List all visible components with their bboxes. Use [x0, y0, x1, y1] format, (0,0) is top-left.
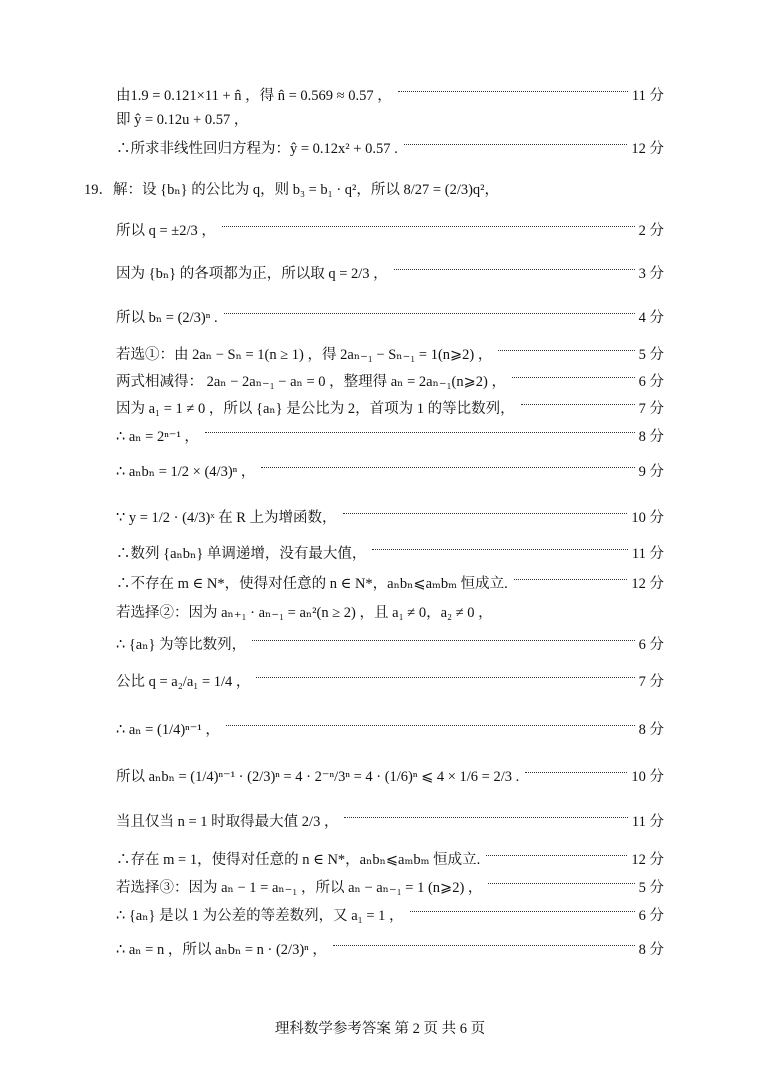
answer-line: [116, 425, 664, 446]
line-text: ∴存在 m = 1，使得对任意的 n ∈ N*，aₙbₙ⩽aₘbₘ 恒成立.: [116, 852, 481, 868]
dot-leader: [512, 377, 635, 378]
dot-leader: [498, 350, 634, 351]
dot-leader: [344, 817, 627, 818]
line-text: 所以 aₙbₙ = (1/4)ⁿ⁻¹ · (2/3)ⁿ = 4 · 2⁻ⁿ/3ⁿ = 4 · (1/6)ⁿ ⩽ 4 × 1/6 = 2/3 .: [116, 769, 520, 785]
line-score: 6 分: [638, 374, 664, 390]
line-text: ∴所求非线性回归方程为：ŷ = 0.12x² + 0.57 .: [116, 141, 398, 157]
dot-leader: [252, 640, 635, 641]
line-text: ∴ aₙ = (1/4)ⁿ⁻¹ ，: [116, 722, 220, 738]
dot-leader: [521, 404, 635, 405]
line-text: 若选择②：因为 aₙ₊₁ · aₙ₋₁ = aₙ²(n ≥ 2) ，且 a₁ ≠ 0，a₂ ≠ 0 ，: [116, 605, 493, 621]
answer-line: [116, 370, 664, 391]
line-score: 8 分: [638, 942, 664, 958]
dot-leader: [404, 144, 628, 145]
line-score: 7 分: [638, 674, 664, 690]
dot-leader: [394, 269, 635, 270]
answer-line: [116, 848, 664, 869]
dot-leader: [410, 911, 635, 912]
line-text: ∴不存在 m ∈ N*，使得对任意的 n ∈ N*，aₙbₙ⩽aₘbₘ 恒成立.: [116, 576, 508, 592]
dot-leader: [486, 855, 627, 856]
answer-line: [116, 765, 664, 786]
question-line: [84, 178, 664, 199]
line-score: 2 分: [638, 223, 664, 239]
answer-line: [116, 343, 664, 364]
answer-line: [116, 542, 664, 563]
page-footer: 理科数学参考答案 第 2 页 共 6 页: [274, 1021, 486, 1037]
answer-line: [116, 601, 664, 622]
line-text: 因为 a₁ = 1 ≠ 0 ，所以 {aₙ} 是公比为 2，首项为 1 的等比数列，: [116, 401, 515, 417]
answer-line: [116, 938, 664, 959]
line-score: 12 分: [631, 852, 664, 868]
line-text: ∴数列 {aₙbₙ} 单调递增，没有最大值，: [116, 546, 367, 562]
line-score: 7 分: [638, 401, 664, 417]
answer-line: [116, 306, 664, 327]
dot-leader: [261, 467, 634, 468]
line-text: ∴ aₙbₙ = 1/2 × (4/3)ⁿ ，: [116, 464, 256, 480]
line-text: 由1.9 = 0.121×11 + n̂ ，得 n̂ = 0.569 ≈ 0.57 ，: [116, 88, 392, 104]
answer-line: [116, 904, 664, 925]
line-score: 10 分: [631, 510, 664, 526]
line-text: ∴ aₙ = 2ⁿ⁻¹ ，: [116, 429, 199, 445]
answer-line: [116, 108, 664, 129]
line-score: 9 分: [638, 464, 664, 480]
line-text: 19．解：设 {bₙ} 的公比为 q，则 b₃ = b₁ · q²，所以 8/27 = (2/3)q²，: [84, 182, 500, 198]
line-text: 若选择③：因为 aₙ − 1 = aₙ₋₁ ，所以 aₙ − aₙ₋₁ = 1 (n⩾2) ，: [116, 880, 483, 896]
answer-line: [116, 572, 664, 593]
answer-line: [116, 718, 664, 739]
answer-line: [116, 506, 664, 527]
answer-line: [116, 460, 664, 481]
line-text: 当且仅当 n = 1 时取得最大值 2/3 ，: [116, 814, 339, 830]
line-score: 6 分: [638, 908, 664, 924]
dot-leader: [226, 725, 635, 726]
line-text: 两式相减得： 2aₙ − 2aₙ₋₁ − aₙ = 0 ，整理得 aₙ = 2aₙ₋₁(n⩾2) ，: [116, 374, 506, 390]
answer-line: [116, 670, 664, 691]
line-score: 12 分: [631, 141, 664, 157]
line-text: ∴ {aₙ} 为等比数列，: [116, 637, 247, 653]
dot-leader: [343, 513, 628, 514]
line-text: 即 ŷ = 0.12u + 0.57 ，: [116, 112, 249, 128]
dot-leader: [525, 772, 627, 773]
answer-line: [116, 810, 664, 831]
line-score: 11 分: [631, 88, 664, 104]
answer-line: [116, 137, 664, 158]
dot-leader: [333, 945, 635, 946]
line-score: 6 分: [638, 637, 664, 653]
line-score: 5 分: [638, 880, 664, 896]
answer-line: [116, 219, 664, 240]
answer-line: [116, 84, 664, 105]
line-text: 若选①：由 2aₙ − Sₙ = 1(n ≥ 1) ，得 2aₙ₋₁ − Sₙ₋₁ = 1(n⩾2) ，: [116, 347, 493, 363]
line-score: 8 分: [638, 429, 664, 445]
line-text: 所以 q = ±2/3 ，: [116, 223, 216, 239]
dot-leader: [256, 677, 634, 678]
dot-leader: [224, 313, 635, 314]
line-text: 所以 bₙ = (2/3)ⁿ .: [116, 310, 218, 326]
line-score: 8 分: [638, 722, 664, 738]
line-score: 11 分: [631, 546, 664, 562]
answer-line: [116, 397, 664, 418]
line-text: 因为 {bₙ} 的各项都为正，所以取 q = 2/3 ，: [116, 266, 388, 282]
line-text: 公比 q = a₂/a₁ = 1/4 ，: [116, 674, 251, 690]
dot-leader: [372, 549, 628, 550]
dot-leader: [488, 883, 634, 884]
answer-line: [116, 262, 664, 283]
line-score: 10 分: [631, 769, 664, 785]
dot-leader: [205, 432, 635, 433]
line-score: 12 分: [631, 576, 664, 592]
dot-leader: [222, 226, 635, 227]
line-text: ∵ y = 1/2 · (4/3)ˣ 在 R 上为增函数，: [116, 510, 337, 526]
line-score: 5 分: [638, 347, 664, 363]
line-score: 3 分: [638, 266, 664, 282]
line-score: 11 分: [631, 814, 664, 830]
line-score: 4 分: [638, 310, 664, 326]
dot-leader: [398, 91, 628, 92]
answer-line: [116, 876, 664, 897]
line-text: ∴ aₙ = n ，所以 aₙbₙ = n · (2/3)ⁿ ，: [116, 942, 327, 958]
line-text: ∴ {aₙ} 是以 1 为公差的等差数列，又 a₁ = 1 ，: [116, 908, 404, 924]
dot-leader: [514, 579, 628, 580]
answer-line: [116, 633, 664, 654]
